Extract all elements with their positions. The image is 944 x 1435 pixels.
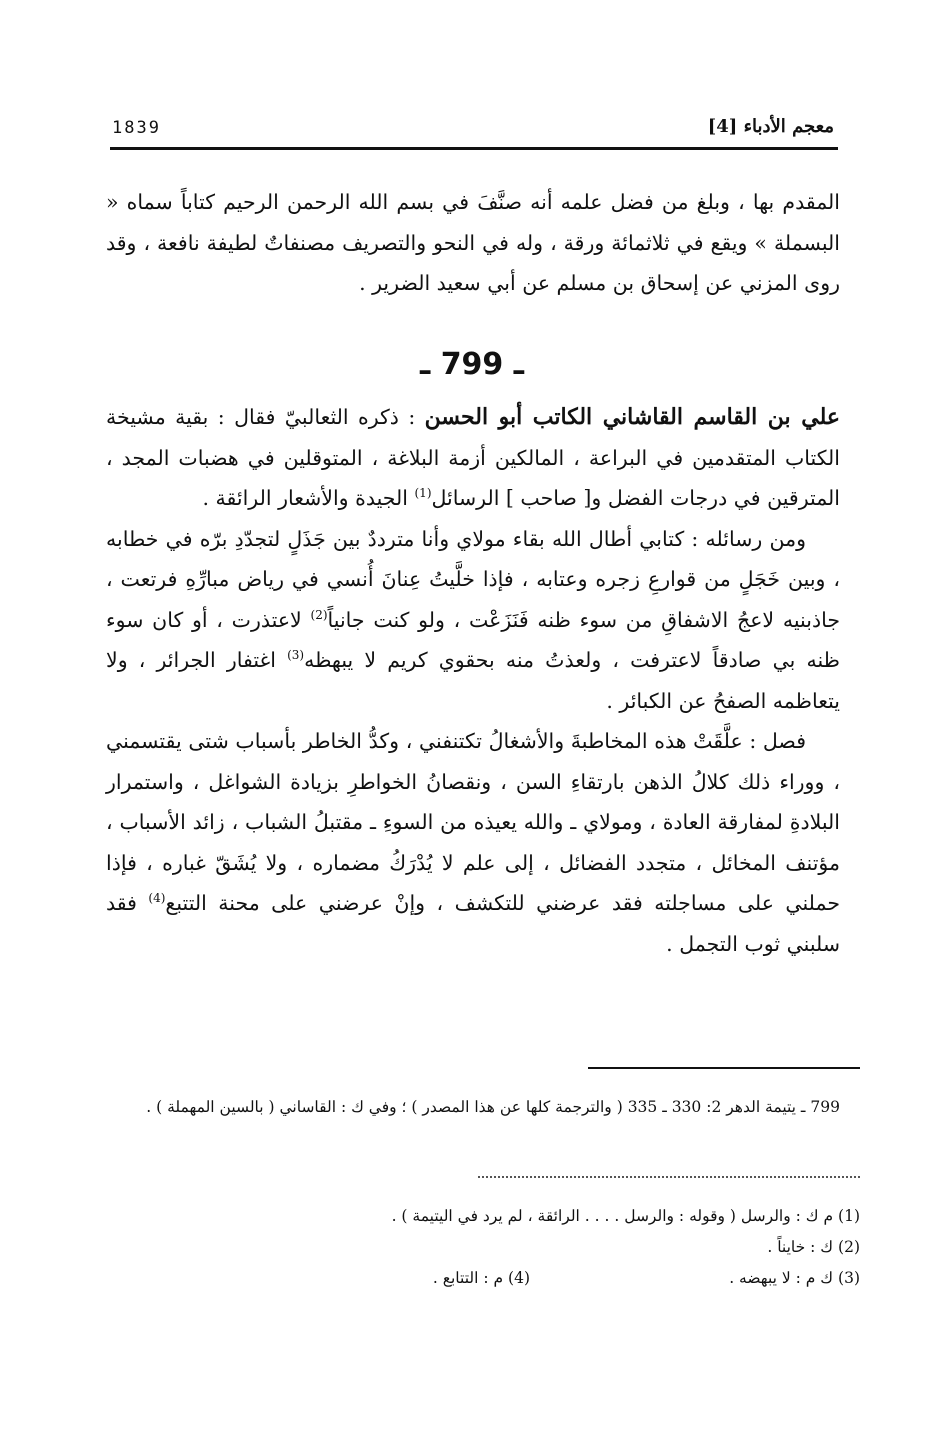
footnote-4: (4) م : التتابع .	[432, 1269, 530, 1287]
entry-p3-text-a: فصل : علَّقَتْ هذه المخاطبةَ والأشغالُ تكتنفني ، وكدُّ الخاطر بأسباب شتى يقتسمني ، ووراء ذلك كلالُ الذهن بارتقاءِ السن ، ونقصانُ الخواطرِ بزيادة الشواغل ، واستمرار البلادةِ لمفارقة العادة ، ومولاي ـ والله يعيذه من السوءِ ـ مقتبلُ الشباب ، زائد الأسباب ، مؤتنف المخائل ، متجدد الفضائل ، إلى علم لا يُدْرَكُ مضماره ، ولا يُشَقّ غباره ، فإذا حملني على مساجلته فقد عرضني للتكشف ، وإنْ عرضني على محنة التتبع	[106, 729, 840, 915]
running-header-title: معجم الأدباء [4]	[707, 116, 834, 137]
entry-p1-text: : ذكره الثعالبيّ فقال : بقية مشيخة الكتاب المتقدمين في البراعة ، المالكين أزمة البلاغة ، المتوقلين في هضبات المجد ، المترقين في درجات الفضل و[ صاحب ] الرسائل	[106, 405, 840, 510]
dotted-separator	[478, 1176, 860, 1178]
entry-p3-text-b: فقد سلبني ثوب التجمل .	[106, 891, 840, 956]
footnote-mark-2[interactable]: (2)	[310, 607, 328, 622]
entry-paragraph-2	[106, 519, 840, 722]
entry-paragraph-3	[106, 721, 840, 964]
footnote-1: (1) م ك : والرسل ( وقوله : والرسل . . . . الرائقة ، لم يرد في اليتيمة ) .	[391, 1207, 860, 1225]
entry-p2-text-a: ومن رسائله : كتابي أطال الله بقاء مولاي وأنا مترددٌ بين جَذَلٍ لتجدّدِ برّه في خطابه ، وبين خَجَلٍ من قوارعِ زجره وعتابه ، فإذا خلَّيتُ عِنانَ أُنسي في رياض مبارِّهِ فرتعت ، جاذبنيه لاعجُ الاشفاقِ من سوء ظنه فَنَزَعْت ، ولو كنت جانياً	[106, 526, 840, 632]
footnote-rule	[588, 1067, 860, 1069]
entry-p2-text-c: اغتفار الجرائر ، ولا يتعاظمه الصفحُ عن الكبائر .	[106, 648, 840, 713]
footnote-mark-1[interactable]: (1)	[414, 486, 432, 501]
header-rule	[110, 147, 838, 150]
source-note: 799 ـ يتيمة الدهر 2: 330 ـ 335 ( والترجمة كلها عن هذا المصدر ) ؛ وفي ك : القاساني ( بالسين المهملة ) .	[146, 1098, 840, 1116]
footnote-mark-3[interactable]: (3)	[287, 648, 305, 663]
entry-p1-end: الجيدة والأشعار الرائقة .	[202, 486, 415, 510]
entry-name: علي بن القاسم القاشاني الكاتب أبو الحسن	[424, 404, 840, 430]
footnote-3: (3) ك م : لا يبهضه .	[729, 1269, 860, 1287]
footnotes-block	[300, 1201, 860, 1294]
intro-block	[106, 182, 840, 304]
footnote-row-3-4	[300, 1263, 860, 1294]
page-number: 1839	[112, 118, 161, 138]
entry-paragraph-1	[106, 397, 840, 519]
heading-dash-right: ـ	[419, 347, 441, 382]
footnote-mark-4[interactable]: (4)	[148, 891, 166, 906]
footnote-2: (2) ك : خايناً .	[767, 1238, 860, 1256]
entry-number: 799	[440, 347, 504, 382]
entry-body	[106, 397, 840, 964]
entry-number-heading	[0, 347, 944, 382]
heading-dash-left: ـ	[503, 347, 525, 382]
intro-paragraph: المقدم بها ، وبلغ من فضل علمه أنه صنَّفَ في بسم الله الرحمن الرحيم كتاباً سماه « البسملة » ويقع في ثلاثمائة ورقة ، وله في النحو والتصريف مصنفاتٌ لطيفة نافعة ، وقد روى المزني عن إسحاق بن مسلم عن أبي سعيد الضرير .	[106, 190, 840, 295]
entry-p2-text-b: لاعتذرت ، أو كان سوء ظنه بي صادقاً لاعترفت ، ولعذتُ منه بحقوي كريم لا يبهظه	[106, 607, 840, 672]
